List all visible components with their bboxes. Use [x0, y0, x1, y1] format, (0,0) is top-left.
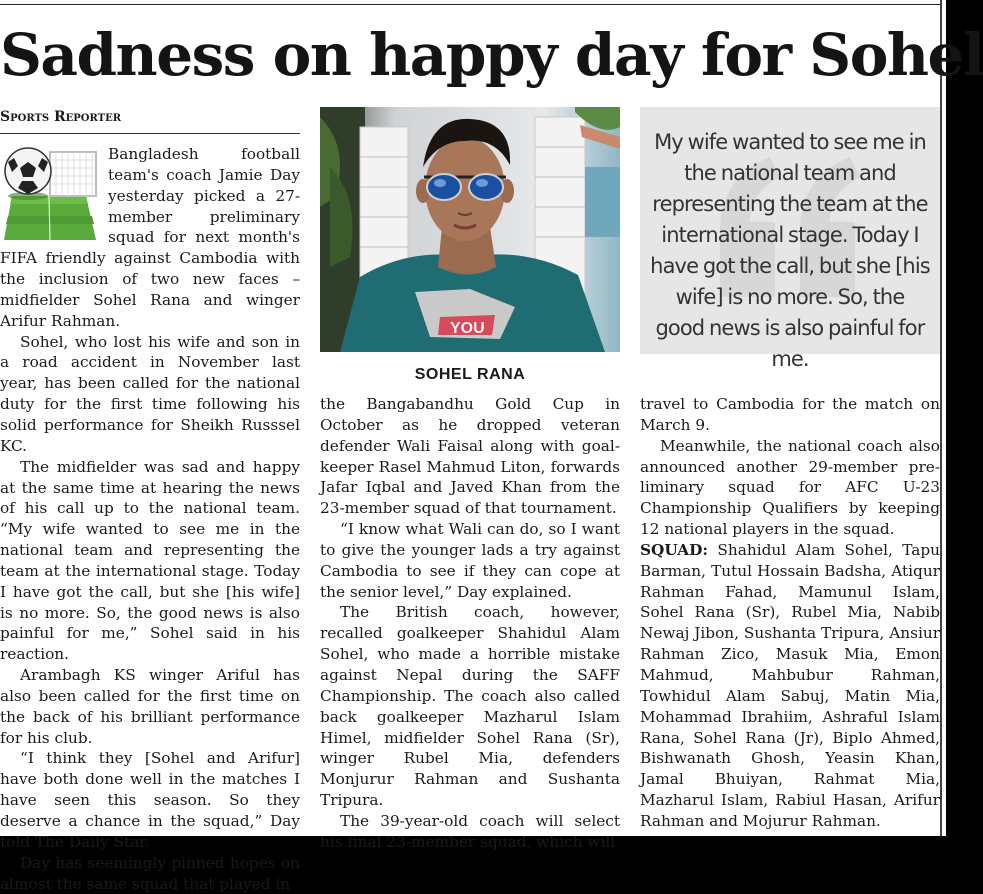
top-rule [0, 4, 940, 5]
player-photo-illustration [320, 107, 620, 352]
paragraph: Sohel, who lost his wife and son in a road accident in November last year, has been called for the national duty for the first time following his solid performance for Sheikh Russsel KC. [0, 332, 300, 455]
article-column-2 [320, 394, 620, 853]
paragraph: “I know what Wali can do, so I want to give the younger lads a try against Cambodia to see if they can cope at the senior level,” Day explained. [320, 520, 620, 601]
football-pitch-icon [0, 144, 100, 244]
squad-list: Shahidul Alam Sohel, Tapu Barman, Tutul Hossain Badsha, Atiqur Rahman Fahad, Mamunul Islam, Sohel Rana (Sr), Rubel Mia, Nabib Newaj Jibon, Sushanta Tripura, Ansiur Rahman Zico, Masuk Mia, Emon Mahmud, Mahbubur Rahman, Towhidul Alam Sabuj, Matin Mia, Mohammad Ibrahiim, Ashraful Islam Rana, Sohel Rana (Jr), Biplo Ahmed, Bishwanath Ghosh, Yeasin Khan, Jamal Bhuiyan, Rahmat Mia, Mazharul Islam, Rabiul Hasan, Arifur Rahman and Mojurur Rahman. [640, 540, 941, 830]
paragraph: Arambagh KS winger Ariful has also been called for the first time on the back of his brilliant performance for his club. [0, 666, 300, 747]
squad-paragraph [640, 540, 940, 832]
paragraph: “I think they [Sohel and Arifur] have both done well in the matches I have seen this season. So they deserve a chance in the squad,” Day told The Daily Star. [0, 749, 300, 851]
player-photo [320, 107, 620, 352]
paragraph: Meanwhile, the national coach also announced another 29-member pre-liminary squad for AFC U-23 Championship Qualifiers by keeping 12 national players in the squad. [640, 436, 940, 539]
shirt-print-text: YOU [450, 320, 485, 337]
paragraph: The British coach, however, recalled goalkeeper Shahidul Alam Sohel, who made a horrible mistake against Nepal during the SAFF Championship. The coach also called back goalkeeper Mazharul Islam Himel, midfielder Sohel Rana (Sr), winger Rubel Mia, defenders Monjurur Rahman and Sushanta Tripura. [320, 603, 620, 810]
squad-label: SQUAD: [640, 540, 709, 559]
headline: Sadness on happy day for Sohel [0, 21, 983, 89]
paragraph: the Bangabandhu Gold Cup in October as he dropped veteran defender Wali Faisal along with goal-keeper Rasel Mahmud Liton, forwards Jafar Iqbal and Javed Khan from the 23-member squad of that tournament. [320, 395, 620, 518]
article-column-3 [640, 394, 940, 832]
pull-quote-box [640, 107, 940, 371]
paragraph: Bangladesh football team's coach Jamie Day yesterday picked a 27-member preliminary squad for next month's FIFA friendly against Cambodia with the inclusion of two new faces – midfielder Sohel Rana and winger Arifur Rahman. [0, 145, 300, 330]
photo-caption: SOHEL RANA [414, 366, 526, 383]
byline: Sports Reporter [0, 109, 300, 134]
column-edge-rule [940, 0, 942, 836]
article-column-1 [0, 144, 300, 894]
pull-quote-text: My wife wanted to see me in the national team and representing the team at the international stage. Today I have got the call, but she [his wife] is no more. So, the good news is also painful for me. [650, 130, 930, 371]
paragraph: The 39-year-old coach will select his final 23-member squad, which will [320, 811, 620, 851]
paragraph: travel to Cambodia for the match on March 9. [640, 395, 940, 434]
paragraph: The midfielder was sad and happy at the same time at hearing the news of his call up to the national team. “My wife wanted to see me in the national team and representing the team at the international stage. Today I have got the call, but she [his wife] is no more. So, the good news is also painful for me,” Sohel said in his reaction. [0, 457, 300, 664]
paragraph: Day has seemingly pinned hopes on almost the same squad that played in [0, 853, 300, 893]
